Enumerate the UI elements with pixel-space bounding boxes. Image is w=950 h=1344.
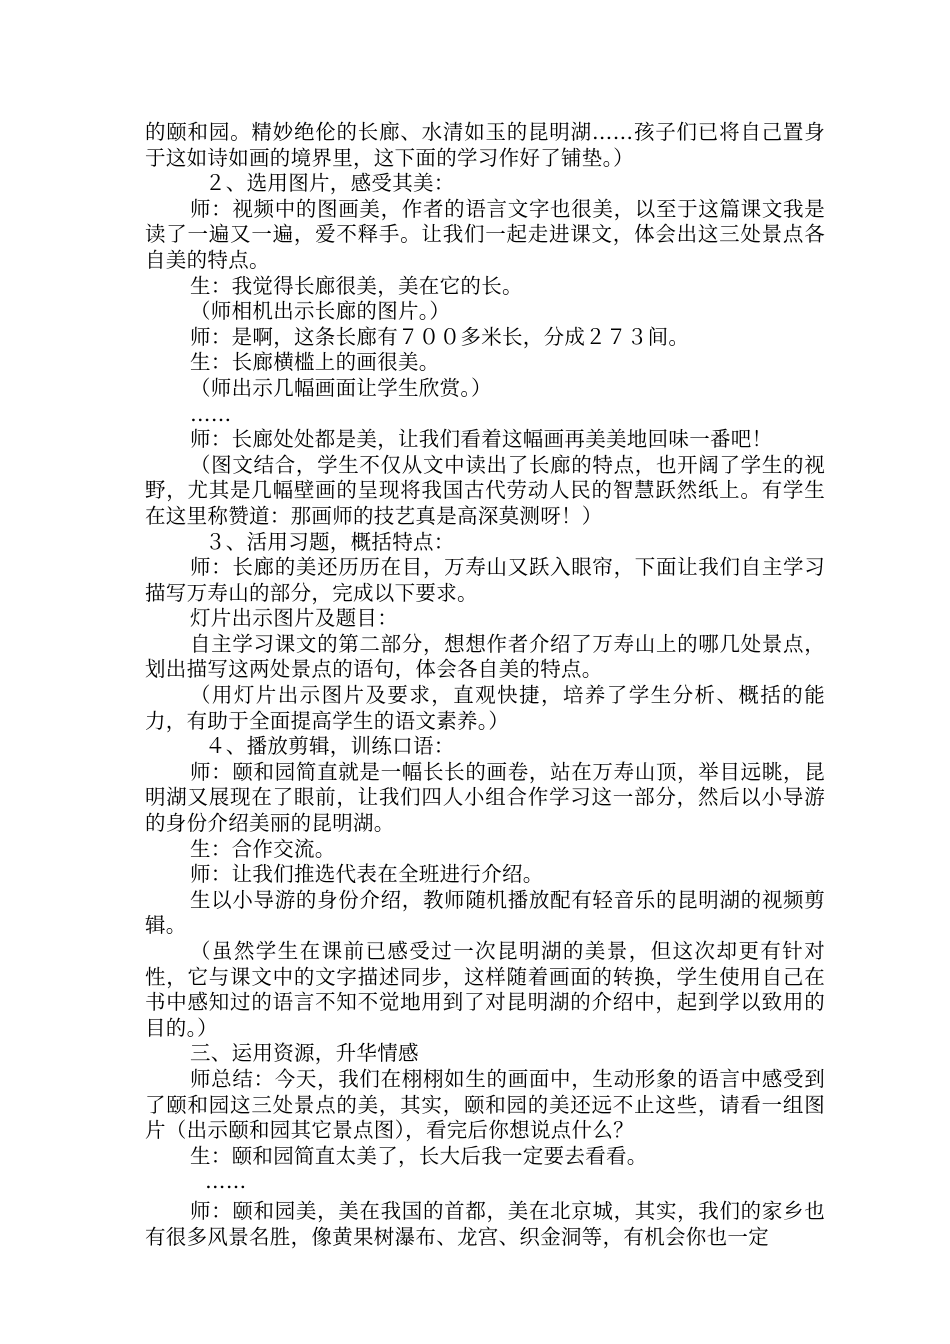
paragraph: （师相机出示长廊的图片。） <box>190 299 451 324</box>
ellipsis-line: …… <box>205 1169 247 1194</box>
paragraph: 师：长廊处处都是美，让我们看着这幅画再美美地回味一番吧！ <box>190 427 773 452</box>
paragraph: 生：长廊横槛上的画很美。 <box>190 350 440 375</box>
paragraph: （用灯片出示图片及要求，直观快捷，培养了学生分析、概括的能力，有助于全面提高学生的语文素养。） <box>145 683 825 733</box>
paragraph: （图文结合，学生不仅从文中读出了长廊的特点，也开阔了学生的视野，尤其是几幅壁画的呈现将我国古代劳动人民的智慧跃然纸上。有学生在这里称赞道：那画师的技艺真是高深莫测呀！） <box>145 452 825 528</box>
section-heading: ４、播放剪辑，训练口语： <box>205 734 455 759</box>
ellipsis-line: …… <box>190 401 232 426</box>
paragraph: 师总结：今天，我们在栩栩如生的画面中，生动形象的语言中感受到了颐和园这三处景点的美，其实，颐和园的美还远不止这些，请看一组图片（出示颐和园其它景点图），看完后你想说点什么？ <box>145 1066 825 1143</box>
paragraph: （虽然学生在课前已感受过一次昆明湖的美景，但这次却更有针对性，它与课文中的文字描述同步，这样随着画面的转换，学生使用自己在书中感知过的语言不知不觉地用到了对昆明湖的介绍中，起到学以致用的目的。） <box>145 939 825 1040</box>
document-body <box>145 120 825 1250</box>
paragraph: 师：让我们推选代表在全班进行介绍。 <box>190 862 544 887</box>
section-heading: ３、活用习题，概括特点： <box>205 529 455 554</box>
section-heading: 三、运用资源，升华情感 <box>190 1041 419 1066</box>
paragraph: 灯片出示图片及题目： <box>190 606 398 631</box>
paragraph: 师：视频中的图画美，作者的语言文字也很美，以至于这篇课文我是读了一遍又一遍，爱不释手。让我们一起走进课文，体会出这三处景点各自美的特点。 <box>145 196 825 272</box>
paragraph: 师：长廊的美还历历在目，万寿山又跃入眼帘，下面让我们自主学习描写万寿山的部分，完成以下要求。 <box>145 555 825 605</box>
paragraph: 生：合作交流。 <box>190 836 336 861</box>
paragraph: 师：颐和园美，美在我国的首都，美在北京城，其实，我们的家乡也有很多风景名胜，像黄果树瀑布、龙宫、织金洞等，有机会你也一定 <box>145 1198 825 1249</box>
paragraph: 自主学习课文的第二部分，想想作者介绍了万寿山上的哪几处景点，划出描写这两处景点的语句，体会各自美的特点。 <box>145 631 825 682</box>
paragraph: 生：颐和园简直太美了，长大后我一定要去看看。 <box>190 1143 648 1168</box>
paragraph: 生以小导游的身份介绍，教师随机播放配有轻音乐的昆明湖的视频剪辑。 <box>145 887 825 938</box>
paragraph: 生：我觉得长廊很美，美在它的长。 <box>190 273 523 298</box>
paragraph: 师：颐和园简直就是一幅长长的画卷，站在万寿山顶，举目远眺，昆明湖又展现在了眼前，让我们四人小组合作学习这一部分，然后以小导游的身份介绍美丽的昆明湖。 <box>145 759 825 836</box>
paragraph: （师出示几幅画面让学生欣赏。） <box>190 375 492 400</box>
paragraph: 的颐和园。精妙绝伦的长廊、水清如玉的昆明湖……孩子们已将自己置身于这如诗如画的境界里，这下面的学习作好了铺垫。） <box>145 120 825 170</box>
paragraph: 师：是啊，这条长廊有７００多米长，分成２７３间。 <box>190 324 690 349</box>
section-heading: ２、选用图片，感受其美： <box>205 171 455 196</box>
